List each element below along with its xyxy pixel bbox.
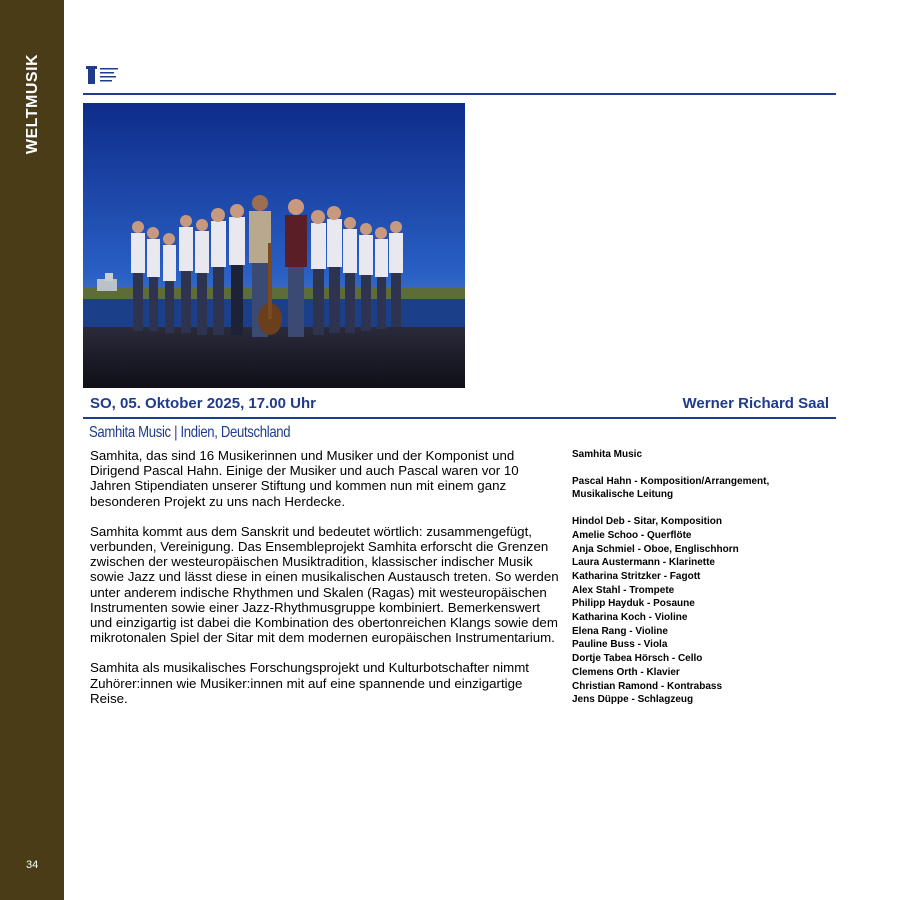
event-date-time: SO, 05. Oktober 2025, 17.00 Uhr bbox=[90, 395, 316, 412]
event-title: Samhita Music | Indien, Deutschland bbox=[89, 424, 291, 441]
credits-list bbox=[572, 448, 812, 707]
top-rule bbox=[83, 93, 836, 95]
ensemble-photo bbox=[83, 103, 465, 388]
member-item: Pauline Buss - Viola bbox=[572, 639, 668, 651]
member-item: Katharina Koch - Violine bbox=[572, 612, 688, 624]
member-item: Dortje Tabea Hörsch - Cello bbox=[572, 653, 703, 665]
member-item: Elena Rang - Violine bbox=[572, 625, 668, 637]
member-item: Hindol Deb - Sitar, Komposition bbox=[572, 516, 722, 528]
divider-rule bbox=[83, 417, 836, 419]
description-paragraph: Samhita, das sind 16 Musikerinnen und Musiker und der Komponist und Dirigend Pascal Hahn. Einige der Musiker und auch Pascal waren vor 10 Jahren Stipendiaten unserer Stiftung und kommen nun mit einem ganz besonderen Projekt zu uns nach Herdecke. bbox=[90, 448, 519, 509]
credits-director: Pascal Hahn - Komposition/Arrangement, Musikalische Leitung bbox=[572, 475, 770, 501]
member-item: Philipp Hayduk - Posaune bbox=[572, 598, 695, 610]
page-number: 34 bbox=[26, 859, 39, 871]
event-venue: Werner Richard Saal bbox=[682, 395, 829, 412]
member-item: Jens Düppe - Schlagzeug bbox=[572, 694, 694, 706]
member-item: Anja Schmiel - Oboe, Englischhorn bbox=[572, 543, 739, 555]
members-list bbox=[572, 515, 812, 707]
logo-mark bbox=[86, 66, 97, 69]
description bbox=[90, 448, 560, 721]
section-label: WELTMUSIK bbox=[24, 53, 41, 155]
sidebar bbox=[0, 0, 64, 900]
description-paragraph: Samhita kommt aus dem Sanskrit und bedeutet wörtlich: zusammengefügt, verbunden, Vereinigung. Das Ensembleprojekt Samhita erforscht die Grenzen zwischen der westeuropäischen Musiktradition, klassischer indischer Musik sowie Jazz und lässt diese in einen musikalischen Austausch treten. So werden unter anderem indische Rhythmen und Skalen (Ragas) mit westeuropäischen Instrumenten sowie einer Jazz-Rhythmusgruppe kombiniert. Bemerkenswert und einzigartig ist dabei die Kombination des obertonreichen Klangs sowie dem mikrotonalen Spiel der Sitar mit dem modernen europäischen Instrumentarium. bbox=[90, 523, 559, 646]
member-item: Amelie Schoo - Querflöte bbox=[572, 529, 692, 541]
member-item: Katharina Stritzker - Fagott bbox=[572, 570, 701, 582]
member-item: Alex Stahl - Trompete bbox=[572, 584, 675, 596]
description-paragraph: Samhita als musikalisches Forschungsprojekt und Kulturbotschafter nimmt Zuhörer:innen wie Musiker:innen mit auf eine spannende und einzigartige Reise. bbox=[90, 660, 529, 706]
member-item: Clemens Orth - Klavier bbox=[572, 666, 680, 678]
credits-heading: Samhita Music bbox=[572, 449, 643, 460]
member-item: Laura Austermann - Klarinette bbox=[572, 557, 715, 569]
foundation-logo bbox=[86, 66, 126, 86]
member-item: Christian Ramond - Kontrabass bbox=[572, 680, 723, 692]
